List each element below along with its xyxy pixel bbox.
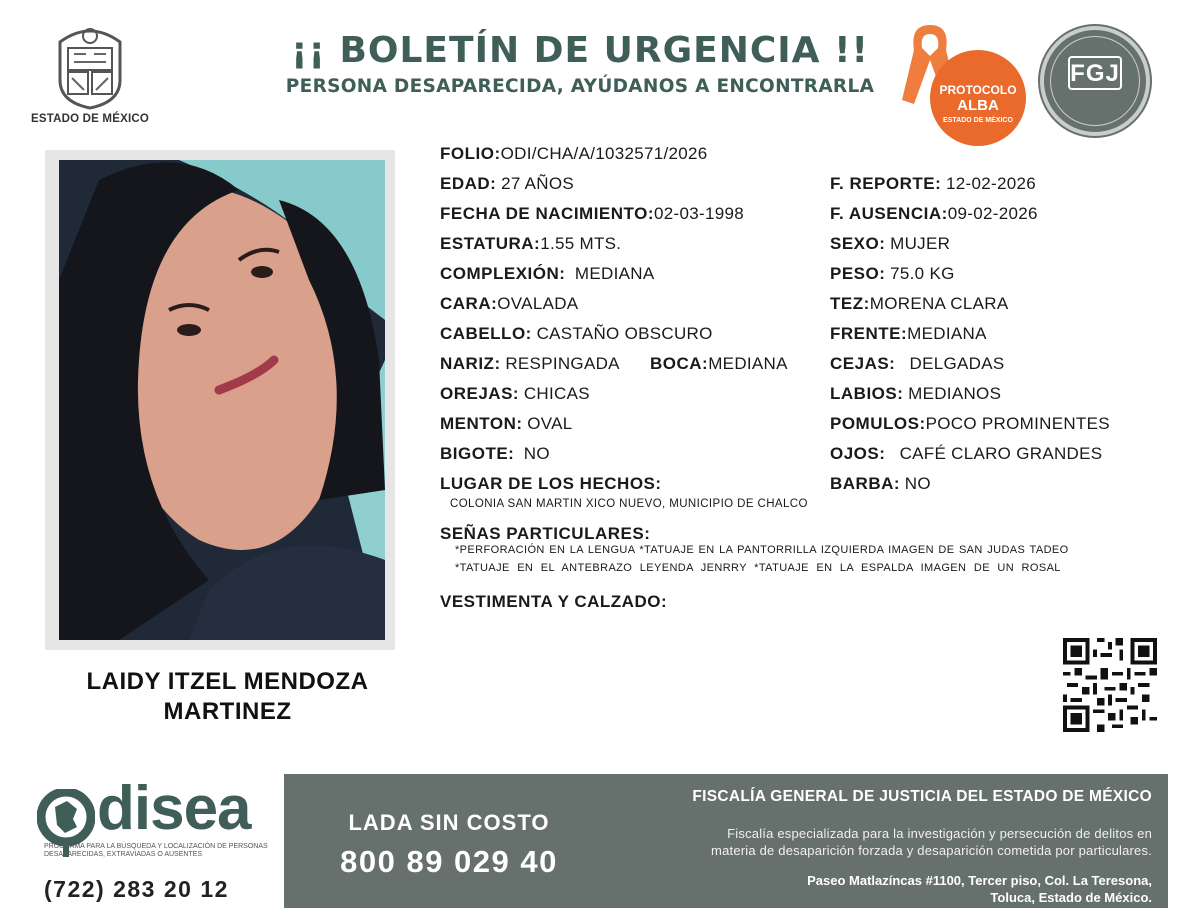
field-peso: PESO: 75.0 KG [830, 264, 955, 283]
field-estatura: ESTATURA:1.55 MTS. [440, 234, 622, 253]
qr-code[interactable] [1063, 638, 1157, 732]
field-frente: FRENTE:MEDIANA [830, 324, 987, 343]
page-subtitle: PERSONA DESAPARECIDA, AYÚDANOS A ENCONTRARLA [285, 76, 875, 97]
odisea-wordmark: disea [97, 774, 251, 843]
field-senas-particulares: SEÑAS PARTICULARES: [440, 524, 651, 543]
senas-line1: *PERFORACIÓN EN LA LENGUA *TATUAJE EN LA PANTORRILLA IZQUIERDA IMAGEN DE SAN JUDAS TADEO [455, 544, 1069, 556]
field-edad: EDAD: 27 AÑOS [440, 174, 575, 193]
field-menton: MENTON: OVAL [440, 414, 573, 433]
field-lugar-hechos: LUGAR DE LOS HECHOS: [440, 474, 662, 493]
fgj-label: FGJ [1070, 60, 1120, 87]
field-vestimenta: VESTIMENTA Y CALZADO: [440, 592, 668, 611]
field-ojos: OJOS: CAFÉ CLARO GRANDES [830, 444, 1103, 463]
field-cabello: CABELLO: CASTAÑO OBSCURO [440, 324, 713, 343]
fiscalia-address: Paseo Matlazíncas #1100, Tercer piso, Col. La Teresona, Toluca, Estado de México. [807, 873, 1152, 905]
field-barba: BARBA: NO [830, 474, 931, 493]
field-complexion: COMPLEXIÓN: MEDIANA [440, 264, 655, 283]
emblem-label: ESTADO DE MÉXICO [31, 113, 149, 125]
alba-line1: PROTOCOLO [939, 83, 1017, 97]
fiscalia-title: FISCALÍA GENERAL DE JUSTICIA DEL ESTADO DE MÉXICO [692, 788, 1152, 805]
person-name-line2: MARTINEZ [163, 698, 292, 725]
odisea-tagline: PROGRAMA PARA LA BÚSQUEDA Y LOCALIZACIÓN DE PERSONAS DESAPARECIDAS, EXTRAVIADAS O AUSENTES [44, 843, 268, 858]
field-f-reporte: F. REPORTE: 12-02-2026 [830, 174, 1036, 193]
person-name-line1: LAIDY ITZEL MENDOZA [86, 668, 369, 695]
field-pomulos: POMULOS:POCO PROMINENTES [830, 414, 1110, 433]
odisea-phone[interactable]: (722) 283 20 12 [44, 876, 229, 902]
lada-label: LADA SIN COSTO [348, 810, 550, 835]
fgj-seal [1040, 26, 1150, 136]
person-name [45, 667, 410, 727]
field-cara: CARA:OVALADA [440, 294, 579, 313]
field-boca: BOCA:MEDIANA [650, 354, 788, 373]
field-bigote: BIGOTE: NO [440, 444, 550, 463]
protocolo-alba-logo [900, 20, 1030, 135]
senas-line2: *TATUAJE EN EL ANTEBRAZO LEYENDA JENRRY *TATUAJE EN LA ESPALDA IMAGEN DE UN ROSAL [455, 562, 1061, 574]
page-title: ¡¡ BOLETÍN DE URGENCIA !! [291, 30, 869, 71]
field-cejas: CEJAS: DELGADAS [830, 354, 1005, 373]
alba-line3: ESTADO DE MÉXICO [943, 117, 1013, 124]
lada-phone-number[interactable]: 800 89 029 40 [340, 844, 558, 879]
field-f-ausencia: F. AUSENCIA:09-02-2026 [830, 204, 1038, 223]
fiscalia-description: Fiscalía especializada para la investigación y persecución de delitos en materia de desaparición forzada y desaparición cometida por particulares. [711, 826, 1152, 858]
person-photo [45, 150, 395, 650]
estado-de-mexico-emblem [50, 20, 130, 110]
field-fecha-nacimiento: FECHA DE NACIMIENTO:02-03-1998 [440, 204, 744, 223]
field-sexo: SEXO: MUJER [830, 234, 951, 253]
field-tez: TEZ:MORENA CLARA [830, 294, 1009, 313]
alba-line2: ALBA [957, 97, 999, 114]
field-labios: LABIOS: MEDIANOS [830, 384, 1002, 403]
field-nariz: NARIZ: RESPINGADA [440, 354, 620, 373]
field-folio: FOLIO:ODI/CHA/A/1032571/2026 [440, 144, 708, 163]
field-lugar-hechos-value: COLONIA SAN MARTIN XICO NUEVO, MUNICIPIO DE CHALCO [450, 498, 808, 510]
field-orejas: OREJAS: CHICAS [440, 384, 590, 403]
